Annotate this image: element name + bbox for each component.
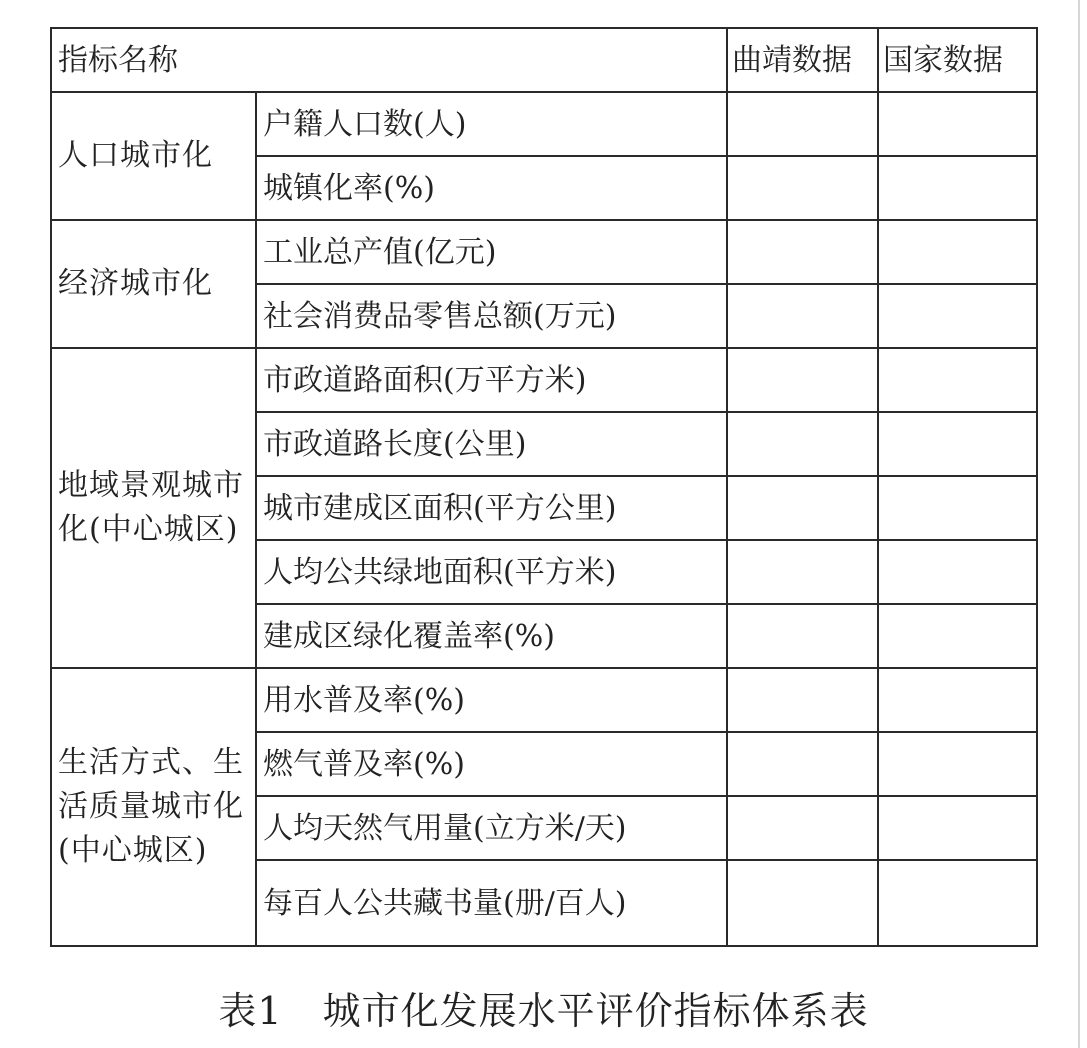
indicator-cell: 社会消费品零售总额(万元) xyxy=(256,284,727,348)
national-value-cell xyxy=(878,476,1037,540)
qujing-value-cell xyxy=(727,412,878,476)
table-row xyxy=(51,668,1037,732)
national-value-cell xyxy=(878,284,1037,348)
table-row xyxy=(51,348,1037,412)
national-value-cell xyxy=(878,540,1037,604)
header-row xyxy=(51,28,1037,92)
indicator-cell: 城市建成区面积(平方公里) xyxy=(256,476,727,540)
qujing-value-cell xyxy=(727,604,878,668)
qujing-value-cell xyxy=(727,220,878,284)
indicator-table xyxy=(50,27,1038,947)
qujing-value-cell xyxy=(727,668,878,732)
national-value-cell xyxy=(878,604,1037,668)
qujing-value-cell xyxy=(727,796,878,860)
national-value-cell xyxy=(878,732,1037,796)
page-edge-divider xyxy=(1078,0,1080,1048)
indicator-cell: 每百人公共藏书量(册/百人) xyxy=(256,860,727,946)
national-value-cell xyxy=(878,348,1037,412)
qujing-value-cell xyxy=(727,348,878,412)
national-value-cell xyxy=(878,860,1037,946)
category-cell: 生活方式、生活质量城市化(中心城区) xyxy=(51,668,256,946)
qujing-value-cell xyxy=(727,156,878,220)
national-value-cell xyxy=(878,796,1037,860)
indicator-cell: 市政道路长度(公里) xyxy=(256,412,727,476)
category-cell: 地域景观城市化(中心城区) xyxy=(51,348,256,668)
qujing-value-cell xyxy=(727,476,878,540)
qujing-value-cell xyxy=(727,284,878,348)
indicator-cell: 用水普及率(%) xyxy=(256,668,727,732)
indicator-cell: 工业总产值(亿元) xyxy=(256,220,727,284)
indicator-cell: 建成区绿化覆盖率(%) xyxy=(256,604,727,668)
indicator-cell: 城镇化率(%) xyxy=(256,156,727,220)
national-value-cell xyxy=(878,220,1037,284)
header-national-data: 国家数据 xyxy=(878,28,1037,92)
category-cell: 经济城市化 xyxy=(51,220,256,348)
indicator-cell: 人均公共绿地面积(平方米) xyxy=(256,540,727,604)
qujing-value-cell xyxy=(727,92,878,156)
qujing-value-cell xyxy=(727,860,878,946)
national-value-cell xyxy=(878,156,1037,220)
qujing-value-cell xyxy=(727,732,878,796)
national-value-cell xyxy=(878,92,1037,156)
caption-number: 表1 xyxy=(218,989,283,1033)
header-qujing-data: 曲靖数据 xyxy=(727,28,878,92)
indicator-cell: 人均天然气用量(立方米/天) xyxy=(256,796,727,860)
caption-title: 城市化发展水平评价指标体系表 xyxy=(322,989,869,1033)
national-value-cell xyxy=(878,668,1037,732)
qujing-value-cell xyxy=(727,540,878,604)
table-caption xyxy=(0,980,1087,1035)
table-row xyxy=(51,92,1037,156)
national-value-cell xyxy=(878,412,1037,476)
table-row xyxy=(51,220,1037,284)
category-cell: 人口城市化 xyxy=(51,92,256,220)
indicator-cell: 燃气普及率(%) xyxy=(256,732,727,796)
header-indicator-name: 指标名称 xyxy=(51,28,727,92)
indicator-cell: 户籍人口数(人) xyxy=(256,92,727,156)
indicator-cell: 市政道路面积(万平方米) xyxy=(256,348,727,412)
